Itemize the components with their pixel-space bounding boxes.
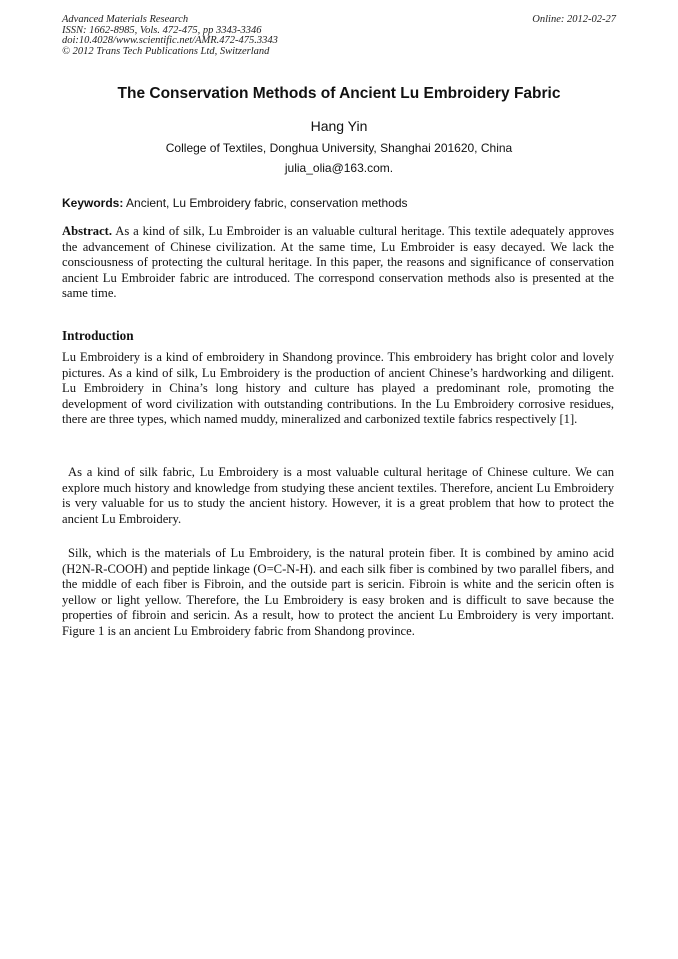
intro-paragraph-3 — [62, 546, 614, 640]
abstract — [62, 224, 614, 302]
author-name: Hang Yin — [310, 118, 368, 134]
issn-line: ISSN: 1662-8985, Vols. 472-475, pp 3343-3346 — [62, 24, 262, 36]
keywords-text: Ancient, Lu Embroidery fabric, conservation methods — [126, 196, 408, 210]
section-heading-introduction: Introduction — [62, 328, 134, 343]
abstract-label: Abstract. — [62, 224, 113, 238]
abstract-text: As a kind of silk, Lu Embroider is an valuable cultural heritage. This textile adequately approves the advancement of Chinese civilization. At the same time, Lu Embroider is easy decayed. We lack the consciousness of protecting the cultural heritage. In this paper, the reasons and significance of conservation ancient Lu Embroider fabric are introduced. The correspond conservation methods also is presented at the same time. — [62, 224, 614, 301]
paper-title: The Conservation Methods of Ancient Lu Embroidery Fabric — [117, 85, 561, 102]
online-date: Online: 2012-02-27 — [532, 14, 616, 25]
keywords-label: Keywords: — [62, 196, 124, 210]
intro-paragraph-1: Lu Embroidery is a kind of embroidery in Shandong province. This embroidery has bright color and lovely pictures. As a kind of silk, Lu Embroidery is the production of ancient Chinese’s hardworking and diligent. Lu Embroidery in China’s long history and culture has played a predominant role, promoting the development of word civilization with outstanding contributions. In the Lu Embroidery corrosive residues, there are three types, which named muddy, mineralized and carbonized textile fabrics respectively [1]. — [62, 350, 614, 427]
keywords — [62, 196, 622, 210]
journal-name: Advanced Materials Research — [62, 14, 189, 25]
author-email: julia_olia@163.com. — [284, 161, 394, 175]
journal-header — [62, 15, 616, 57]
copyright-line: © 2012 Trans Tech Publications Ltd, Switzerland — [62, 45, 270, 57]
author-affiliation: College of Textiles, Donghua University, Shanghai 201620, China — [165, 141, 513, 155]
intro-paragraph-3-text: Silk, which is the materials of Lu Embroidery, is the natural protein fiber. It is combined by amino acid (H2N-R-COOH) and peptide linkage (O=C-N-H). and each silk fiber is combined by two parallel fibers, and the middle of each fiber is Fibroin, and the outside part is sericin. Fibroin is white and the sericin often is yellow or light yellow. Therefore, the Lu Embroidery is easy broken and is difficult to save because the properties of fibroin and sericin. As a result, how to protect the ancient Lu Embroidery is very important. Figure 1 is an ancient Lu Embroidery fabric from Shandong province. — [62, 546, 614, 638]
doi-line: doi:10.4028/www.scientific.net/AMR.472-475.3343 — [62, 35, 278, 47]
intro-paragraph-2 — [62, 465, 614, 527]
intro-paragraph-2-text: As a kind of silk fabric, Lu Embroidery is a most valuable cultural heritage of Chinese culture. We can explore much history and knowledge from studying these ancient textiles. Therefore, ancient Lu Embroidery is very valuable for us to study the ancient history. However, it is a great problem that how to protect the ancient Lu Embroidery. — [62, 465, 614, 526]
